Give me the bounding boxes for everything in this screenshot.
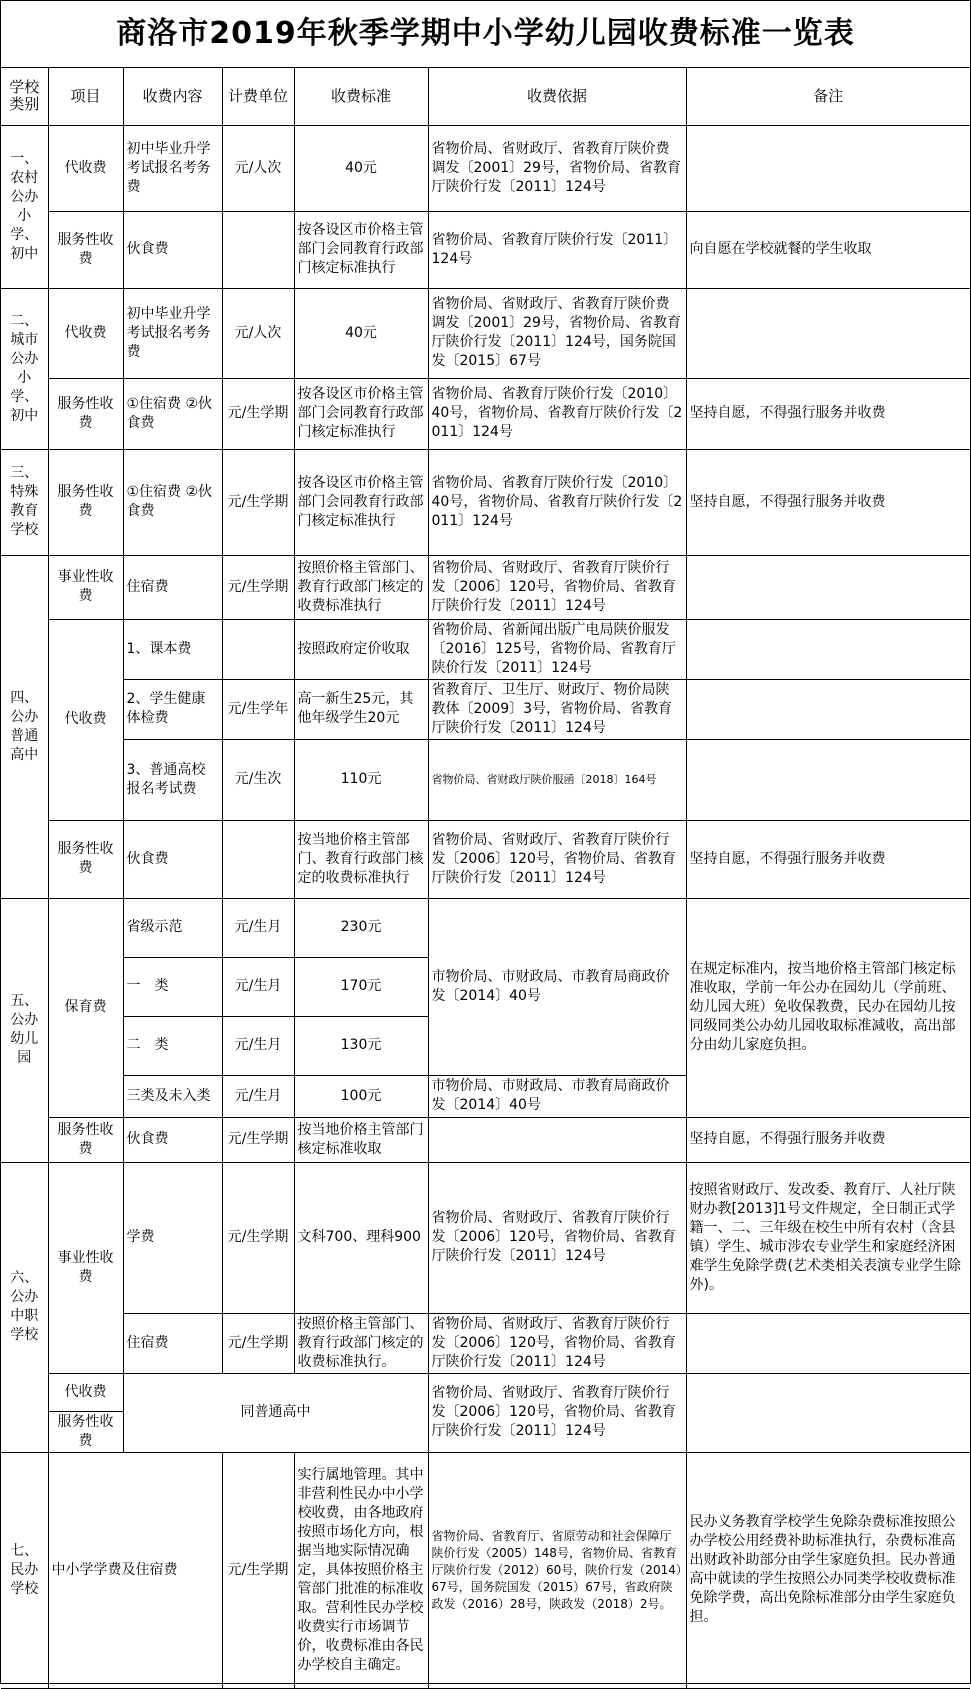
- basis-cell: 省物价局、省教育厅陕价行发〔2010〕40号，省物价局、省教育厅陕价行发〔2011〕124号: [428, 378, 686, 449]
- content-cell: 伙食费: [123, 820, 222, 898]
- page-title: 商洛市2019年秋季学期中小学幼儿园收费标准一览表: [1, 1, 970, 68]
- unit-cell: 元/人次: [222, 125, 294, 211]
- item-cell: 中小学学费及住宿费: [48, 1452, 222, 1688]
- standard-cell: 230元: [294, 898, 428, 957]
- basis-cell: [428, 1117, 686, 1162]
- content-cell: 一 类: [123, 957, 222, 1016]
- table-row: [1, 1313, 970, 1373]
- basis-cell: 省物价局、省财政厅、省教育厅陕价行发〔2006〕120号，省物价局、省教育厅陕价行发〔2011〕124号: [428, 1162, 686, 1313]
- item-cell: 服务性收费: [48, 820, 123, 898]
- basis-cell: 省物价局、省财政厅、省教育厅陕价行发〔2006〕120号，省物价局、省教育厅陕价行发〔2011〕124号: [428, 1313, 686, 1373]
- remark-cell: [686, 679, 970, 739]
- unit-cell: 元/生月: [222, 1016, 294, 1075]
- unit-cell: 元/生次: [222, 739, 294, 820]
- item-cell: 服务性收费: [48, 211, 123, 288]
- content-cell: ①住宿费 ②伙食费: [123, 378, 222, 449]
- item-cell: 服务性收费: [48, 449, 123, 555]
- content-cell: 学费: [123, 1162, 222, 1313]
- item-cell: 服务性收费: [48, 1411, 123, 1452]
- category-cell: 五、公办幼儿园: [1, 898, 48, 1162]
- unit-cell: 元/生学期: [222, 1162, 294, 1313]
- unit-cell: 元/生月: [222, 898, 294, 957]
- basis-cell: 省教育厅、卫生厅、财政厅、物价局陕教体〔2009〕3号，省物价局、省教育厅陕价行发〔2011〕124号: [428, 679, 686, 739]
- remark-cell: [686, 1373, 970, 1452]
- basis-cell: 省物价局、省财政厅陕价服函〔2018〕164号: [428, 739, 686, 820]
- standard-cell: 按当地价格主管部门核定标准收取: [294, 1117, 428, 1162]
- table-row: [1, 898, 970, 957]
- header-content: 收费内容: [123, 68, 222, 125]
- basis-cell: 省物价局、省教育厅陕价行发〔2011〕124号: [428, 211, 686, 288]
- table-row: [1, 449, 970, 555]
- header-unit: 计费单位: [222, 68, 294, 125]
- unit-cell: 元/人次: [222, 288, 294, 378]
- remark-cell: 坚持自愿，不得强行服务并收费: [686, 378, 970, 449]
- item-cell: 代收费: [48, 125, 123, 211]
- category-cell: 四、公办普通高中: [1, 555, 48, 898]
- table-row: [1, 1117, 970, 1162]
- remark-cell: [686, 288, 970, 378]
- standard-cell: 110元: [294, 739, 428, 820]
- basis-cell: 省物价局、省教育厅、省原劳动和社会保障厅陕价行发（2005）148号，省物价局、省教育厅陕价行发（2012）60号，陕价行发（2014）67号，国务院国发（2015）67号，省政府陕政发（2016）28号，陕政发（2018）2号。: [428, 1452, 686, 1688]
- unit-cell: [222, 820, 294, 898]
- unit-cell: 元/生学年: [222, 679, 294, 739]
- content-cell: 住宿费: [123, 1313, 222, 1373]
- header-remark: 备注: [686, 68, 970, 125]
- content-cell: 三类及未入类: [123, 1075, 222, 1117]
- table-row: [1, 288, 970, 378]
- unit-cell: [222, 619, 294, 679]
- content-cell: 初中毕业升学考试报名考务费: [123, 125, 222, 211]
- standard-cell: 文科700、理科900: [294, 1162, 428, 1313]
- item-cell: 代收费: [48, 619, 123, 820]
- table-row: [1, 1162, 970, 1313]
- remark-cell: 按照省财政厅、发改委、教育厅、人社厅陕财办教[2013]1号文件规定，全日制正式学籍一、二、三年级在校生中所有农村（含县镇）学生、城市涉农专业学生和家庭经济困难学生免除学费(艺术类相关表演专业学生除外)。: [686, 1162, 970, 1313]
- item-cell: 代收费: [48, 1373, 123, 1411]
- unit-cell: 元/生学期: [222, 1117, 294, 1162]
- content-cell: 伙食费: [123, 211, 222, 288]
- header-standard: 收费标准: [294, 68, 428, 125]
- remark-cell: [686, 739, 970, 820]
- header-row: [1, 68, 970, 125]
- basis-cell: 省物价局、省教育厅陕价行发〔2010〕40号，省物价局、省教育厅陕价行发〔2011〕124号: [428, 449, 686, 555]
- standard-cell: 170元: [294, 957, 428, 1016]
- table-row: [1, 378, 970, 449]
- item-cell: 事业性收费: [48, 1162, 123, 1373]
- category-cell: 六、公办中职学校: [1, 1162, 48, 1452]
- header-item: 项目: [48, 68, 123, 125]
- standard-cell: 高一新生25元，其他年级学生20元: [294, 679, 428, 739]
- table-row: [1, 619, 970, 679]
- remark-cell: 坚持自愿，不得强行服务并收费: [686, 449, 970, 555]
- remark-cell: 坚持自愿，不得强行服务并收费: [686, 820, 970, 898]
- unit-cell: [222, 211, 294, 288]
- content-cell: 伙食费: [123, 1117, 222, 1162]
- standard-cell: 按各设区市价格主管部门会同教育行政部门核定标准执行: [294, 449, 428, 555]
- remark-cell: [686, 555, 970, 619]
- standard-cell: 按各设区市价格主管部门会同教育行政部门核定标准执行: [294, 211, 428, 288]
- unit-cell: 元/生月: [222, 957, 294, 1016]
- remark-cell: 在规定标准内，按当地价格主管部门核定标准收取，学前一年公办在园幼儿（学前班、幼儿园大班）免收保教费，民办在园幼儿按同级同类公办幼儿园收取标准减收，高出部分由幼儿家庭负担。: [686, 898, 970, 1117]
- unit-cell: 元/生学期: [222, 449, 294, 555]
- item-cell: 服务性收费: [48, 378, 123, 449]
- table-row: [1, 1373, 970, 1411]
- item-cell: 服务性收费: [48, 1117, 123, 1162]
- table-row: [1, 555, 970, 619]
- basis-cell: 省物价局、省财政厅、省教育厅陕价费调发〔2001〕29号，省物价局、省教育厅陕价行发〔2011〕124号，国务院国发〔2015〕67号: [428, 288, 686, 378]
- standard-cell: 40元: [294, 288, 428, 378]
- basis-cell: 市物价局、市财政局、市教育局商政价发〔2014〕40号: [428, 898, 686, 1075]
- basis-cell: 省物价局、省财政厅、省教育厅陕价行发〔2006〕120号，省物价局、省教育厅陕价行发〔2011〕124号: [428, 555, 686, 619]
- unit-cell: 元/生学期: [222, 1452, 294, 1688]
- standard-cell: 40元: [294, 125, 428, 211]
- content-cell: 二 类: [123, 1016, 222, 1075]
- standard-cell: 按各设区市价格主管部门会同教育行政部门核定标准执行: [294, 378, 428, 449]
- same-as-cell: 同普通高中: [123, 1373, 428, 1452]
- header-category: 学校类别: [1, 68, 48, 125]
- content-cell: 住宿费: [123, 555, 222, 619]
- remark-cell: [686, 125, 970, 211]
- standard-cell: 按照价格主管部门、教育行政部门核定的收费标准执行。: [294, 1313, 428, 1373]
- standard-cell: 按照价格主管部门、教育行政部门核定的收费标准执行: [294, 555, 428, 619]
- remark-cell: 坚持自愿，不得强行服务并收费: [686, 1117, 970, 1162]
- table-row: [1, 739, 970, 820]
- basis-cell: 省物价局、省财政厅、省教育厅陕价费调发〔2001〕29号，省物价局、省教育厅陕价行发〔2011〕124号: [428, 125, 686, 211]
- basis-cell: 市物价局、市财政局、市教育局商政价发〔2014〕40号: [428, 1075, 686, 1117]
- basis-cell: 省物价局、省财政厅、省教育厅陕价行发〔2006〕120号，省物价局、省教育厅陕价行发〔2011〕124号: [428, 820, 686, 898]
- item-cell: 保育费: [48, 898, 123, 1117]
- category-cell: 一、农村公办小学、初中: [1, 125, 48, 288]
- category-cell: 七、民办学校: [1, 1452, 48, 1688]
- content-cell: 2、学生健康体检费: [123, 679, 222, 739]
- content-cell: ①住宿费 ②伙食费: [123, 449, 222, 555]
- unit-cell: 元/生学期: [222, 378, 294, 449]
- content-cell: 初中毕业升学考试报名考务费: [123, 288, 222, 378]
- table-row: [1, 820, 970, 898]
- standard-cell: 130元: [294, 1016, 428, 1075]
- category-cell: 二、城市公办小学、初中: [1, 288, 48, 449]
- standard-cell: 实行属地管理。其中非营利性民办中小学校收费，由各地政府按照市场化方向，根据当地实际情况确定，具体按照价格主管部门批准的标准收取。营利性民办学校收费实行市场调节价，收费标准由各民办学校自主确定。: [294, 1452, 428, 1688]
- item-cell: 事业性收费: [48, 555, 123, 619]
- remark-cell: 向自愿在学校就餐的学生收取: [686, 211, 970, 288]
- fee-table: [1, 68, 970, 1689]
- item-cell: 代收费: [48, 288, 123, 378]
- table-row: [1, 1452, 970, 1688]
- table-row: [1, 125, 970, 211]
- standard-cell: 100元: [294, 1075, 428, 1117]
- unit-cell: 元/生学期: [222, 1313, 294, 1373]
- header-basis: 收费依据: [428, 68, 686, 125]
- content-cell: 省级示范: [123, 898, 222, 957]
- unit-cell: 元/生月: [222, 1075, 294, 1117]
- remark-cell: [686, 619, 970, 679]
- standard-cell: 按当地价格主管部门、教育行政部门核定的收费标准执行: [294, 820, 428, 898]
- category-cell: 三、特殊教育学校: [1, 449, 48, 555]
- unit-cell: 元/生学期: [222, 555, 294, 619]
- content-cell: 1、课本费: [123, 619, 222, 679]
- basis-cell: 省物价局、省财政厅、省教育厅陕价行发〔2006〕120号，省物价局、省教育厅陕价行发〔2011〕124号: [428, 1373, 686, 1452]
- content-cell: 3、普通高校报名考试费: [123, 739, 222, 820]
- table-row: [1, 679, 970, 739]
- table-row: [1, 211, 970, 288]
- remark-cell: [686, 1313, 970, 1373]
- basis-cell: 省物价局、省新闻出版广电局陕价服发〔2016〕125号，省物价局、省教育厅陕价行发〔2011〕124号: [428, 619, 686, 679]
- standard-cell: 按照政府定价收取: [294, 619, 428, 679]
- remark-cell: 民办义务教育学校学生免除杂费标准按照公办学校公用经费补助标准执行，杂费标准高出财政补助部分由学生家庭负担。民办普通高中就读的学生按照公办同类学校收费标准免除学费，高出免除标准部分由学生家庭负担。: [686, 1452, 970, 1688]
